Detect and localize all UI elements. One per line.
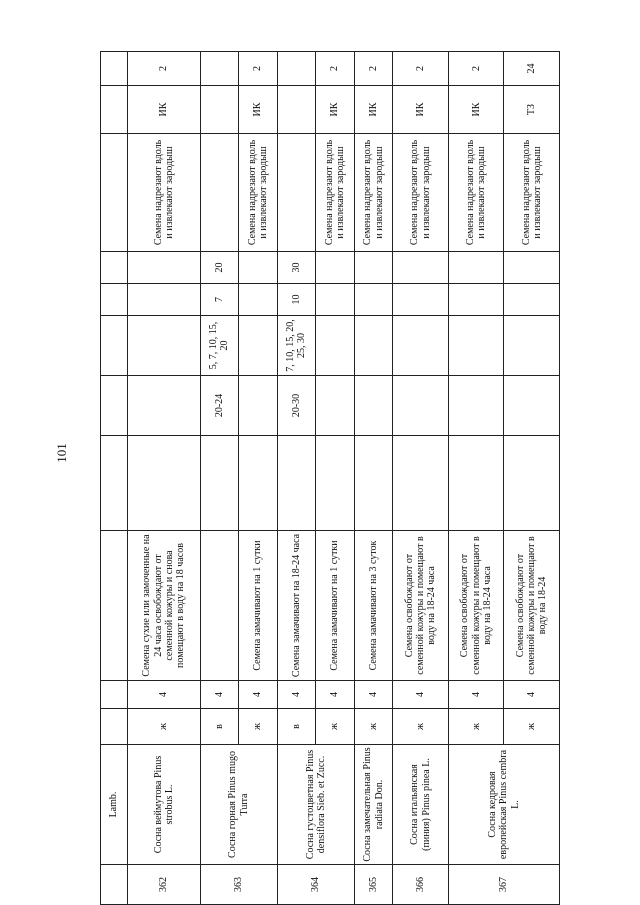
cell-code [200,86,239,134]
cell-temperature: 20-24 [200,376,239,436]
cell-empty [101,86,128,134]
table-row [101,52,128,905]
cell-value: 2 [354,52,393,86]
cell-temperature [128,376,201,436]
cell-final-count [504,252,560,284]
cell-blank [128,436,201,531]
table-row [354,52,393,905]
cell-method: Семена надрезают вдоль и извлекают зародыш [393,134,449,252]
cell-empty [101,252,128,284]
cell-number: 366 [393,865,449,905]
cell-pretreatment [200,531,239,681]
cell-temperature: 20-30 [277,376,316,436]
cell-temperature [354,376,393,436]
cell-count-days [128,316,201,376]
cell-count: 4 [448,681,504,709]
cell-symbol: в [200,709,239,745]
cell-empty [101,316,128,376]
cell-code: ТЗ [504,86,560,134]
cell-count-days: 5, 7, 10, 15, 20 [200,316,239,376]
cell-pretreatment: Семена замачивают на 18-24 часа [277,531,316,681]
cell-value: 2 [239,52,278,86]
cell-first-count [504,284,560,316]
cell-final-count [128,252,201,284]
cell-empty [101,709,128,745]
cell-first-count [448,284,504,316]
cell-empty [101,376,128,436]
cell-code: ИК [316,86,355,134]
cell-first-count [393,284,449,316]
cell-method [277,134,316,252]
cell-method [200,134,239,252]
cell-value: 2 [448,52,504,86]
cell-first-count [316,284,355,316]
cell-blank [448,436,504,531]
cell-blank [239,436,278,531]
cell-species-name: Сосна веймутова Pinus strobus L. [128,745,201,865]
cell-first-count [239,284,278,316]
seed-testing-table [100,51,560,905]
cell-pretreatment: Семена замачивают на 1 сутки [316,531,355,681]
cell-method: Семена надрезают вдоль и извлекают зародыш [504,134,560,252]
cell-final-count [448,252,504,284]
cell-empty [101,681,128,709]
cell-first-count [128,284,201,316]
cell-number: 365 [354,865,393,905]
cell-method: Семена надрезают вдоль и извлекают зародыш [239,134,278,252]
cell-value [200,52,239,86]
cell-pretreatment: Семена замачивают на 3 суток [354,531,393,681]
cell-temperature [393,376,449,436]
cell-blank [504,436,560,531]
cell-final-count [316,252,355,284]
cell-blank [354,436,393,531]
cell-value: 2 [316,52,355,86]
cell-symbol: ж [448,709,504,745]
cell-temperature [316,376,355,436]
cell-empty [101,134,128,252]
cell-symbol: ж [239,709,278,745]
cell-pretreatment: Семена освобождают от семенной кожуры и помещают в воду на 18-24 часа [448,531,504,681]
cell-number: 363 [200,865,277,905]
cell-method: Семена надрезают вдоль и извлекают зародыш [316,134,355,252]
cell-count-days [239,316,278,376]
rotated-table-wrapper [100,52,560,905]
cell-count: 4 [316,681,355,709]
cell-number [101,865,128,905]
cell-temperature [239,376,278,436]
cell-empty [101,436,128,531]
cell-count-days [504,316,560,376]
cell-symbol: ж [393,709,449,745]
cell-count-days [316,316,355,376]
cell-count-days [354,316,393,376]
cell-symbol: ж [316,709,355,745]
cell-value: 2 [128,52,201,86]
cell-count-days [448,316,504,376]
cell-species-name: Сосна итальянская (пиния) Pinus pinea L. [393,745,449,865]
cell-final-count [239,252,278,284]
table-row [448,52,504,905]
cell-final-count: 20 [200,252,239,284]
table-row [277,52,316,905]
cell-count: 4 [504,681,560,709]
cell-count: 4 [277,681,316,709]
cell-final-count [354,252,393,284]
cell-symbol: ж [504,709,560,745]
cell-first-count: 7 [200,284,239,316]
cell-code: ИК [239,86,278,134]
cell-count: 4 [393,681,449,709]
cell-empty [101,531,128,681]
cell-species-name: Сосна густоцветная Pinus densiflora Sieb. et Zucc. [277,745,354,865]
cell-blank [316,436,355,531]
cell-number: 362 [128,865,201,905]
cell-count: 4 [354,681,393,709]
cell-count: 4 [200,681,239,709]
cell-method: Семена надрезают вдоль и извлекают зародыш [354,134,393,252]
cell-count: 4 [239,681,278,709]
cell-method: Семена надрезают вдоль и извлекают зародыш [128,134,201,252]
table-row [200,52,239,905]
cell-count-days: 7, 10, 15, 20, 25, 30 [277,316,316,376]
cell-temperature [504,376,560,436]
cell-first-count: 10 [277,284,316,316]
table-row [393,52,449,905]
cell-number: 364 [277,865,354,905]
cell-blank [277,436,316,531]
cell-count-days [393,316,449,376]
cell-temperature [448,376,504,436]
cell-value: 2 [393,52,449,86]
cell-blank [200,436,239,531]
cell-species-name: Lamb. [101,745,128,865]
cell-pretreatment: Семена освобождают от семенной кожуры и помещают в воду на 18-24 [504,531,560,681]
cell-code [277,86,316,134]
cell-empty [101,52,128,86]
cell-method: Семена надрезают вдоль и извлекают зародыш [448,134,504,252]
cell-first-count [354,284,393,316]
cell-species-name: Сосна горная Pinus mugo Turra [200,745,277,865]
cell-pretreatment: Семена замачивают на 1 сутки [239,531,278,681]
cell-symbol: в [277,709,316,745]
cell-code: ИК [448,86,504,134]
cell-number: 367 [448,865,559,905]
cell-final-count [393,252,449,284]
cell-symbol: ж [354,709,393,745]
cell-blank [393,436,449,531]
cell-value [277,52,316,86]
table-row [128,52,201,905]
cell-code: ИК [393,86,449,134]
cell-code: ИК [354,86,393,134]
cell-empty [101,284,128,316]
page-number: 101 [53,443,69,463]
cell-symbol: ж [128,709,201,745]
cell-pretreatment: Семена освобождают от семенной кожуры и помещают в воду на 18-24 часа [393,531,449,681]
cell-species-name: Сосна замечательная Pinus radiata Don. [354,745,393,865]
cell-value: 24 [504,52,560,86]
cell-code: ИК [128,86,201,134]
cell-final-count: 30 [277,252,316,284]
cell-species-name: Сосна кедровая европейская Pinus cembra L. [448,745,559,865]
cell-pretreatment: Семена сухие или замоченные на 24 часа освобождают от семенной кожуры и снова помещают в воду на 18 часов [128,531,201,681]
cell-count: 4 [128,681,201,709]
